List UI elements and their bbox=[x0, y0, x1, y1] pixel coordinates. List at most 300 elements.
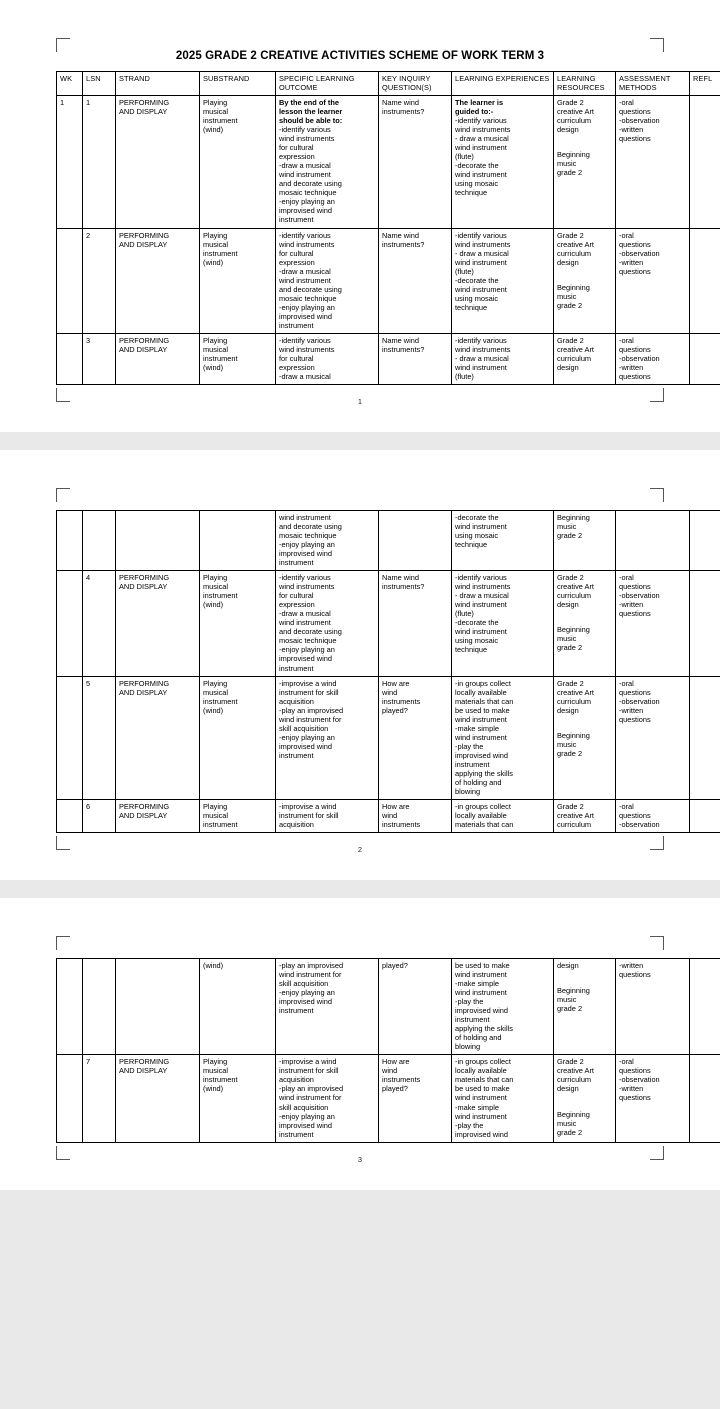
cell-line: wind instrument bbox=[279, 618, 331, 628]
page-number: 2 bbox=[357, 845, 363, 855]
cell-line: grade 2 bbox=[557, 748, 583, 758]
cell-line: for cultural bbox=[279, 591, 314, 601]
cell-line: -identify various bbox=[279, 125, 331, 135]
cell-line: -written bbox=[619, 961, 644, 971]
cell-line: acquisition bbox=[279, 820, 314, 829]
cell-line: improvised wind bbox=[279, 206, 332, 216]
cell-line: applying the skills bbox=[455, 1024, 513, 1034]
table-cell-outcome bbox=[276, 96, 379, 228]
cell-line: guided to:- bbox=[455, 107, 494, 117]
cell-line: AND DISPLAY bbox=[119, 810, 168, 820]
table-cell-substrand bbox=[200, 959, 276, 1055]
column-header: ASSESSMENT METHODS bbox=[616, 72, 690, 96]
column-header: WK bbox=[57, 72, 83, 96]
cell-line: (flute) bbox=[455, 266, 474, 276]
table-cell-refl bbox=[690, 676, 720, 799]
cell-line: instrument bbox=[203, 116, 238, 126]
cell-line: -oral bbox=[619, 335, 634, 345]
cell-line: improvised wind bbox=[455, 750, 508, 760]
cell-line: Grade 2 bbox=[557, 678, 584, 688]
cell-line: AND DISPLAY bbox=[119, 344, 168, 354]
cell-line: wind instrument bbox=[455, 970, 507, 980]
document-page bbox=[0, 898, 720, 1190]
cell-line: - draw a musical bbox=[455, 353, 509, 363]
cell-line: wind instruments bbox=[455, 344, 511, 354]
cell-line: skill acquisition bbox=[279, 723, 329, 733]
table-cell-resources bbox=[554, 1055, 616, 1142]
cell-line: AND DISPLAY bbox=[119, 1066, 168, 1076]
cell-line: -observation bbox=[619, 248, 660, 258]
cell-line: questions bbox=[619, 810, 651, 820]
cell-line: -observation bbox=[619, 1075, 660, 1085]
cell-line: (wind) bbox=[203, 961, 224, 971]
cell-line: wind instruments bbox=[279, 582, 335, 592]
cell-line: -make simple bbox=[455, 1102, 499, 1112]
table-cell-experiences bbox=[452, 959, 554, 1055]
cell-line: -decorate the bbox=[455, 618, 499, 628]
cell-line: mosaic technique bbox=[279, 531, 337, 541]
cell-line: played? bbox=[382, 705, 408, 715]
page-number: 3 bbox=[357, 1154, 363, 1164]
cell-line: PERFORMING bbox=[119, 230, 170, 240]
cell-line: questions bbox=[619, 970, 651, 980]
cell-line: Beginning bbox=[557, 513, 590, 522]
cell-line: mosaic technique bbox=[279, 188, 337, 198]
cell-line: -make simple bbox=[455, 723, 499, 733]
cell-line: improvised wind bbox=[279, 997, 332, 1007]
cell-line: musical bbox=[203, 810, 229, 820]
cell-line: for cultural bbox=[279, 143, 314, 153]
table-cell-lsn: 1 bbox=[83, 96, 116, 228]
cell-line bbox=[557, 1100, 612, 1109]
cell-line: grade 2 bbox=[557, 531, 583, 541]
cell-line: By the end of the bbox=[279, 98, 339, 108]
cell-line: materials that can bbox=[455, 820, 514, 829]
table-cell-outcome bbox=[276, 228, 379, 333]
cell-line: -enjoy playing an bbox=[279, 732, 335, 742]
cell-line: (wind) bbox=[203, 705, 224, 715]
cell-line: for cultural bbox=[279, 248, 314, 258]
table-cell-inquiry bbox=[379, 333, 452, 384]
cell-line: Playing bbox=[203, 98, 228, 108]
cell-line: -written bbox=[619, 600, 644, 610]
cell-line: Grade 2 bbox=[557, 801, 584, 811]
cell-line: curriculum bbox=[557, 820, 592, 829]
cell-line bbox=[557, 141, 612, 150]
table-cell-experiences bbox=[452, 228, 554, 333]
cell-line: questions bbox=[619, 609, 651, 619]
cell-line: (flute) bbox=[455, 609, 474, 619]
table-cell-assessment bbox=[616, 333, 690, 384]
cell-line: -observation bbox=[619, 591, 660, 601]
cell-line: -observation bbox=[619, 116, 660, 126]
cell-line: creative Art bbox=[557, 687, 594, 697]
cell-line: -play an improvised bbox=[279, 961, 344, 971]
cell-line: music bbox=[557, 1118, 577, 1128]
table-cell-wk: 1 bbox=[57, 96, 83, 228]
cell-line: Beginning bbox=[557, 625, 590, 635]
table-cell-wk bbox=[57, 228, 83, 333]
cell-line: Grade 2 bbox=[557, 1057, 584, 1067]
cell-line: -identify various bbox=[279, 230, 331, 240]
cell-line: and decorate using bbox=[279, 179, 342, 189]
cell-line: -oral bbox=[619, 1057, 634, 1067]
table-header-row bbox=[57, 72, 720, 96]
table-cell-outcome bbox=[276, 799, 379, 832]
cell-line: creative Art bbox=[557, 1066, 594, 1076]
cell-line: creative Art bbox=[557, 107, 594, 117]
cell-line: (wind) bbox=[203, 362, 224, 372]
cell-line: PERFORMING bbox=[119, 335, 170, 345]
cell-line: questions bbox=[619, 134, 651, 144]
cell-line bbox=[557, 977, 612, 986]
cell-line: should be able to: bbox=[279, 116, 343, 126]
cell-line: wind instrument for bbox=[279, 1093, 342, 1103]
cell-line: Name wind bbox=[382, 98, 419, 108]
cell-line: locally available bbox=[455, 810, 507, 820]
cell-line: questions bbox=[619, 714, 651, 724]
table-row bbox=[57, 676, 720, 799]
cell-line: musical bbox=[203, 107, 229, 117]
cell-line: instrument for skill bbox=[279, 810, 339, 820]
table-cell-resources bbox=[554, 96, 616, 228]
table-cell-inquiry bbox=[379, 959, 452, 1055]
cell-line: Grade 2 bbox=[557, 335, 584, 345]
cell-line: design bbox=[557, 600, 579, 610]
table-row bbox=[57, 1055, 720, 1142]
cell-line: and decorate using bbox=[279, 284, 342, 294]
cell-line: -enjoy playing an bbox=[279, 988, 335, 998]
cell-line: wind instrument bbox=[455, 627, 507, 637]
cell-line: lesson the learner bbox=[279, 107, 343, 117]
table-cell-inquiry bbox=[379, 571, 452, 676]
scheme-of-work-table bbox=[56, 510, 720, 833]
cell-line: improvised wind bbox=[279, 654, 332, 664]
cell-line: -oral bbox=[619, 98, 634, 108]
table-cell-outcome bbox=[276, 511, 379, 571]
column-header: LSN bbox=[83, 72, 116, 96]
cell-line: -written bbox=[619, 705, 644, 715]
cell-line: curriculum bbox=[557, 116, 592, 126]
cell-line: -identify various bbox=[455, 116, 507, 126]
cell-line: Name wind bbox=[382, 230, 419, 240]
cell-line: -oral bbox=[619, 230, 634, 240]
cell-line: improvised wind bbox=[279, 741, 332, 751]
cell-line: Beginning bbox=[557, 1109, 590, 1119]
cell-line: instrument for skill bbox=[279, 687, 339, 697]
table-cell-substrand bbox=[200, 511, 276, 571]
cell-line: using mosaic bbox=[455, 293, 499, 303]
table-cell-strand bbox=[116, 333, 200, 384]
table-cell-outcome bbox=[276, 571, 379, 676]
cell-line: materials that can bbox=[455, 1075, 514, 1085]
cell-line: instrument bbox=[203, 591, 238, 601]
cell-line: curriculum bbox=[557, 696, 592, 706]
cell-line: -draw a musical bbox=[279, 371, 331, 381]
cell-line: curriculum bbox=[557, 248, 592, 258]
cell-line: design bbox=[557, 362, 579, 372]
column-header: SPECIFIC LEARNING OUTCOME bbox=[276, 72, 379, 96]
cell-line: musical bbox=[203, 582, 229, 592]
cell-line: technique bbox=[455, 302, 488, 312]
cell-line: wind instrument bbox=[279, 513, 331, 522]
cell-line: instrument bbox=[203, 248, 238, 258]
cell-line: questions bbox=[619, 1093, 651, 1103]
table-cell-strand bbox=[116, 799, 200, 832]
cell-line: wind instruments bbox=[279, 344, 335, 354]
table-cell-strand bbox=[116, 571, 200, 676]
cell-line: -improvise a wind bbox=[279, 1057, 337, 1067]
cell-line: wind instrument bbox=[455, 988, 507, 998]
cell-line: wind instrument bbox=[279, 275, 331, 285]
cell-line: -play the bbox=[455, 1120, 484, 1130]
cell-line: questions bbox=[619, 239, 651, 249]
table-row bbox=[57, 571, 720, 676]
cell-line: Beginning bbox=[557, 150, 590, 160]
cell-line: wind instrument bbox=[455, 714, 507, 724]
cell-line: (flute) bbox=[455, 152, 474, 162]
table-cell-experiences bbox=[452, 1055, 554, 1142]
cell-line: wind instrument for bbox=[279, 714, 342, 724]
table-cell-lsn: 4 bbox=[83, 571, 116, 676]
cell-line: instruments? bbox=[382, 582, 425, 592]
cell-line: (wind) bbox=[203, 1084, 224, 1094]
table-cell-strand bbox=[116, 1055, 200, 1142]
cell-line: wind bbox=[382, 1066, 398, 1076]
cell-line: -in groups collect bbox=[455, 1057, 511, 1067]
cell-line: -decorate the bbox=[455, 161, 499, 171]
cell-line: expression bbox=[279, 362, 315, 372]
table-cell-refl bbox=[690, 1055, 720, 1142]
cell-line: Grade 2 bbox=[557, 98, 584, 108]
table-cell-inquiry bbox=[379, 676, 452, 799]
cell-line: locally available bbox=[455, 1066, 507, 1076]
cell-line: -oral bbox=[619, 678, 634, 688]
cell-line: and decorate using bbox=[279, 627, 342, 637]
table-cell-inquiry bbox=[379, 1055, 452, 1142]
table-cell-outcome bbox=[276, 333, 379, 384]
cell-line: acquisition bbox=[279, 1075, 314, 1085]
table-cell-experiences bbox=[452, 96, 554, 228]
page-top-spacer bbox=[56, 490, 664, 510]
document-page bbox=[0, 0, 720, 432]
table-cell-substrand bbox=[200, 96, 276, 228]
cell-line: Playing bbox=[203, 1057, 228, 1067]
cell-line: -draw a musical bbox=[279, 266, 331, 276]
page-title: 2025 GRADE 2 CREATIVE ACTIVITIES SCHEME OF WORK TERM 3 bbox=[175, 50, 545, 62]
cell-line: -play an improvised bbox=[279, 1084, 344, 1094]
cell-line: Grade 2 bbox=[557, 573, 584, 583]
cell-line bbox=[557, 616, 612, 625]
cell-line: wind instruments bbox=[279, 239, 335, 249]
cell-line: skill acquisition bbox=[279, 1102, 329, 1112]
cell-line: Playing bbox=[203, 230, 228, 240]
cell-line: curriculum bbox=[557, 353, 592, 363]
table-cell-lsn: 7 bbox=[83, 1055, 116, 1142]
table-cell-strand bbox=[116, 96, 200, 228]
cell-line: grade 2 bbox=[557, 168, 583, 178]
cell-line: instrument bbox=[279, 1006, 314, 1016]
table-cell-assessment bbox=[616, 571, 690, 676]
cell-line: -decorate the bbox=[455, 513, 499, 522]
cell-line: -written bbox=[619, 362, 644, 372]
cell-line: AND DISPLAY bbox=[119, 687, 168, 697]
cell-line: instrument bbox=[455, 759, 490, 769]
table-row bbox=[57, 511, 720, 571]
cell-line: acquisition bbox=[279, 696, 314, 706]
table-cell-assessment bbox=[616, 1055, 690, 1142]
table-cell-substrand bbox=[200, 333, 276, 384]
cell-line: wind instruments bbox=[455, 239, 511, 249]
table-cell-wk bbox=[57, 333, 83, 384]
scheme-of-work-table bbox=[56, 958, 720, 1143]
cell-line: be used to make bbox=[455, 961, 510, 971]
cell-line: music bbox=[557, 522, 577, 532]
cell-line: Playing bbox=[203, 335, 228, 345]
cell-line: for cultural bbox=[279, 353, 314, 363]
cell-line: locally available bbox=[455, 687, 507, 697]
table-cell-lsn: 6 bbox=[83, 799, 116, 832]
cell-line: instruments bbox=[382, 696, 421, 706]
cell-line: curriculum bbox=[557, 591, 592, 601]
cell-line: expression bbox=[279, 600, 315, 610]
cell-line: using mosaic bbox=[455, 531, 499, 541]
cell-line: wind instrument bbox=[455, 362, 507, 372]
cell-line: grade 2 bbox=[557, 643, 583, 653]
cell-line: Beginning bbox=[557, 282, 590, 292]
cell-line: -in groups collect bbox=[455, 678, 511, 688]
cell-line: questions bbox=[619, 371, 651, 381]
cell-line: materials that can bbox=[455, 696, 514, 706]
cell-line: wind instrument bbox=[455, 1093, 507, 1103]
cell-line: instruments? bbox=[382, 239, 425, 249]
table-cell-refl bbox=[690, 959, 720, 1055]
cell-line: expression bbox=[279, 257, 315, 267]
cell-line: -observation bbox=[619, 820, 660, 829]
cell-line: improvised wind bbox=[455, 1129, 508, 1139]
table-cell-substrand bbox=[200, 228, 276, 333]
cell-line: wind instrument bbox=[455, 600, 507, 610]
cell-line: instruments bbox=[382, 820, 421, 829]
cell-line: wind instrument for bbox=[279, 970, 342, 980]
cell-line bbox=[557, 274, 612, 283]
table-row bbox=[57, 799, 720, 832]
table-cell-strand bbox=[116, 959, 200, 1055]
cell-line: PERFORMING bbox=[119, 801, 170, 811]
cell-line: creative Art bbox=[557, 582, 594, 592]
cell-line: -enjoy playing an bbox=[279, 1111, 335, 1121]
cell-line: instrument bbox=[203, 820, 238, 829]
cell-line: wind bbox=[382, 810, 398, 820]
cell-line: questions bbox=[619, 266, 651, 276]
table-cell-resources bbox=[554, 333, 616, 384]
cell-line: -make simple bbox=[455, 979, 499, 989]
cell-line: wind instrument bbox=[455, 522, 507, 532]
cell-line: technique bbox=[455, 645, 488, 655]
table-cell-experiences bbox=[452, 799, 554, 832]
cell-line: -observation bbox=[619, 353, 660, 363]
cell-line: (wind) bbox=[203, 125, 224, 135]
table-cell-substrand bbox=[200, 1055, 276, 1142]
cell-line: be used to make bbox=[455, 705, 510, 715]
page-content bbox=[0, 898, 720, 1190]
cell-line: instruments? bbox=[382, 344, 425, 354]
cell-line: instruments? bbox=[382, 107, 425, 117]
table-row bbox=[57, 959, 720, 1055]
cell-line: -identify various bbox=[455, 230, 507, 240]
cell-line: instrument for skill bbox=[279, 1066, 339, 1076]
cell-line: expression bbox=[279, 152, 315, 162]
table-cell-lsn: 2 bbox=[83, 228, 116, 333]
table-cell-wk bbox=[57, 571, 83, 676]
table-cell-substrand bbox=[200, 676, 276, 799]
cell-line: grade 2 bbox=[557, 300, 583, 310]
cell-line: -decorate the bbox=[455, 275, 499, 285]
cell-line: -enjoy playing an bbox=[279, 645, 335, 655]
table-cell-experiences bbox=[452, 511, 554, 571]
cell-line: wind instruments bbox=[455, 125, 511, 135]
cell-line: music bbox=[557, 995, 577, 1005]
cell-line: musical bbox=[203, 239, 229, 249]
cell-line: -improvise a wind bbox=[279, 678, 337, 688]
cell-line: played? bbox=[382, 961, 408, 971]
cell-line: music bbox=[557, 159, 577, 169]
cell-line: wind instrument bbox=[455, 257, 507, 267]
cell-line: (flute) bbox=[455, 371, 474, 381]
cell-line: using mosaic bbox=[455, 636, 499, 646]
cell-line: questions bbox=[619, 344, 651, 354]
cell-line: musical bbox=[203, 687, 229, 697]
page-top-spacer bbox=[56, 938, 664, 958]
cell-line: -oral bbox=[619, 801, 634, 811]
table-cell-assessment bbox=[616, 959, 690, 1055]
table-cell-substrand bbox=[200, 571, 276, 676]
cell-line: instrument bbox=[279, 558, 314, 568]
cell-line: -improvise a wind bbox=[279, 801, 337, 811]
cell-line: PERFORMING bbox=[119, 573, 170, 583]
cell-line: instrument bbox=[279, 663, 314, 673]
table-cell-lsn bbox=[83, 959, 116, 1055]
table-row bbox=[57, 228, 720, 333]
cell-line: Beginning bbox=[557, 730, 590, 740]
cell-line: instrument bbox=[455, 1015, 490, 1025]
cell-line: technique bbox=[455, 188, 488, 198]
table-cell-lsn: 5 bbox=[83, 676, 116, 799]
cell-line: technique bbox=[455, 540, 488, 550]
table-cell-experiences bbox=[452, 571, 554, 676]
table-cell-lsn: 3 bbox=[83, 333, 116, 384]
table-cell-refl bbox=[690, 96, 720, 228]
table-cell-wk bbox=[57, 676, 83, 799]
cell-line: -play the bbox=[455, 997, 484, 1007]
table-cell-inquiry bbox=[379, 96, 452, 228]
cell-line: wind instrument bbox=[279, 170, 331, 180]
table-cell-refl bbox=[690, 511, 720, 571]
cell-line: of holding and bbox=[455, 777, 502, 787]
page-content bbox=[0, 0, 720, 432]
table-cell-wk bbox=[57, 959, 83, 1055]
cell-line: wind instruments bbox=[455, 582, 511, 592]
cell-line: -identify various bbox=[455, 335, 507, 345]
column-header: REFL bbox=[690, 72, 720, 96]
table-cell-resources bbox=[554, 959, 616, 1055]
cell-line: questions bbox=[619, 687, 651, 697]
cell-line: instruments bbox=[382, 1075, 421, 1085]
table-cell-assessment bbox=[616, 511, 690, 571]
page-content bbox=[0, 450, 720, 880]
cell-line: Playing bbox=[203, 801, 228, 811]
cell-line: instrument bbox=[279, 1129, 314, 1139]
